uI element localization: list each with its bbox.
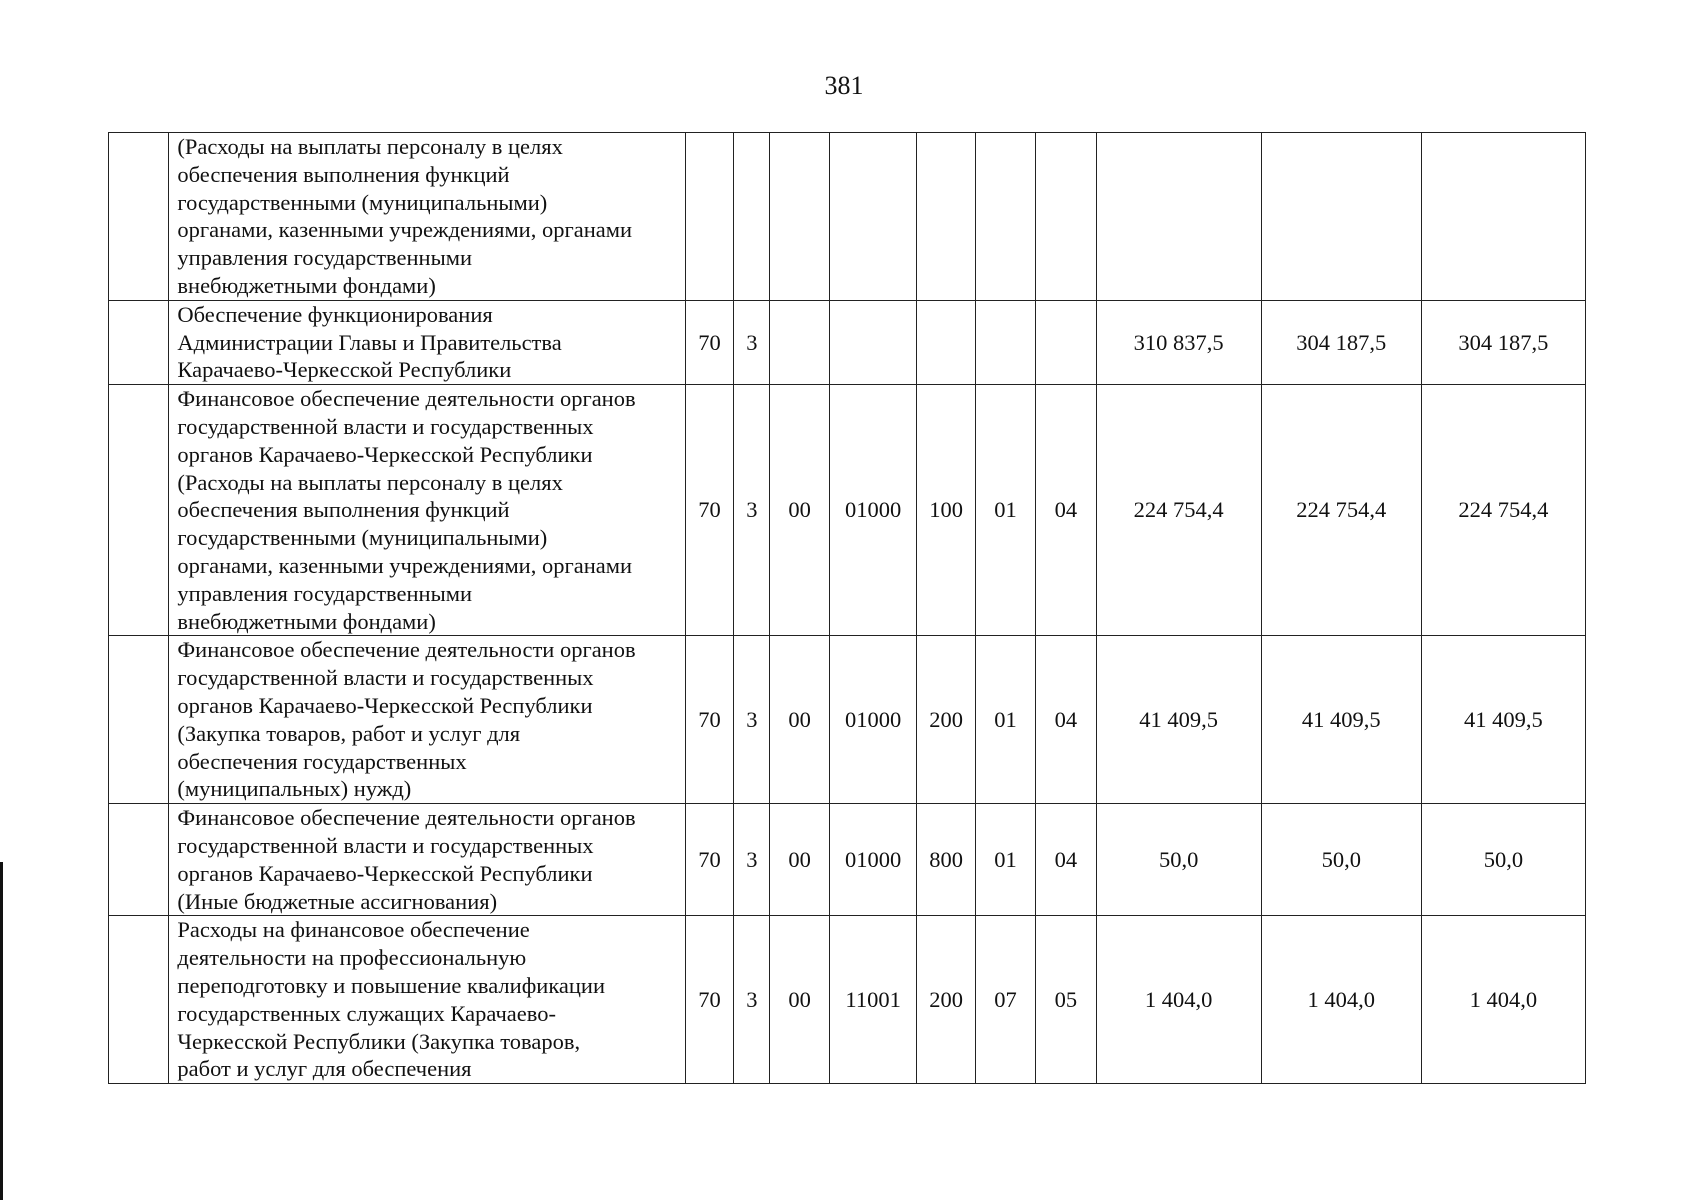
- code-cell: 70: [685, 636, 733, 804]
- amount-cell: 50,0: [1261, 804, 1421, 916]
- code-cell: 00: [770, 804, 829, 916]
- code-cell: [1036, 300, 1096, 384]
- amount-cell: [1261, 133, 1421, 301]
- code-cell: [770, 133, 829, 301]
- row-number-cell: [109, 385, 169, 636]
- code-cell: 70: [685, 385, 733, 636]
- code-cell: 01000: [829, 385, 917, 636]
- code-cell: [975, 300, 1035, 384]
- budget-table: [108, 132, 1586, 1084]
- code-cell: [917, 300, 975, 384]
- amount-cell: 1 404,0: [1421, 916, 1585, 1084]
- code-cell: 01000: [829, 636, 917, 804]
- row-number-cell: [109, 636, 169, 804]
- code-cell: 04: [1036, 804, 1096, 916]
- amount-cell: 224 754,4: [1261, 385, 1421, 636]
- amount-cell: 1 404,0: [1261, 916, 1421, 1084]
- amount-cell: 50,0: [1096, 804, 1261, 916]
- code-cell: [1036, 133, 1096, 301]
- code-cell: 3: [734, 804, 770, 916]
- table-row: [109, 636, 1586, 804]
- code-cell: 200: [917, 636, 975, 804]
- amount-cell: 1 404,0: [1096, 916, 1261, 1084]
- code-cell: 3: [734, 636, 770, 804]
- amount-cell: 224 754,4: [1096, 385, 1261, 636]
- amount-cell: 41 409,5: [1421, 636, 1585, 804]
- code-cell: 100: [917, 385, 975, 636]
- amount-cell: 50,0: [1421, 804, 1585, 916]
- scan-edge-line: [0, 862, 3, 1200]
- description-cell: Финансовое обеспечение деятельности органов государственной власти и государственных органов Карачаево-Черкесской Республики (Иные бюджетные ассигнования): [169, 804, 685, 916]
- code-cell: 01: [975, 636, 1035, 804]
- description-cell: Финансовое обеспечение деятельности органов государственной власти и государственных органов Карачаево-Черкесской Республики (Закупка товаров, работ и услуг для обеспечения государственных (муниципальных) нужд): [169, 636, 685, 804]
- description-cell: Финансовое обеспечение деятельности органов государственной власти и государственных органов Карачаево-Черкесской Республики (Расходы на выплаты персоналу в целях обеспечения выполнения функций государственными (муниципальными) органами, казенными учреждениями, органами управления государственными внебюджетными фондами): [169, 385, 685, 636]
- amount-cell: 310 837,5: [1096, 300, 1261, 384]
- amount-cell: 224 754,4: [1421, 385, 1585, 636]
- row-number-cell: [109, 916, 169, 1084]
- code-cell: 01: [975, 804, 1035, 916]
- code-cell: [685, 133, 733, 301]
- code-cell: 70: [685, 916, 733, 1084]
- table-row: [109, 916, 1586, 1084]
- code-cell: [829, 300, 917, 384]
- code-cell: 01: [975, 385, 1035, 636]
- code-cell: 3: [734, 916, 770, 1084]
- page-number: 381: [824, 71, 864, 100]
- code-cell: 800: [917, 804, 975, 916]
- amount-cell: 41 409,5: [1261, 636, 1421, 804]
- code-cell: 04: [1036, 385, 1096, 636]
- table-row: [109, 804, 1586, 916]
- code-cell: 00: [770, 636, 829, 804]
- code-cell: 07: [975, 916, 1035, 1084]
- row-number-cell: [109, 133, 169, 301]
- description-cell: Расходы на финансовое обеспечение деятельности на профессиональную переподготовку и повышение квалификации государственных служащих Карачаево- Черкесской Республики (Закупка товаров, работ и услуг для обеспечения: [169, 916, 685, 1084]
- code-cell: [917, 133, 975, 301]
- amount-cell: [1421, 133, 1585, 301]
- code-cell: 00: [770, 916, 829, 1084]
- table-row: [109, 385, 1586, 636]
- amount-cell: 304 187,5: [1421, 300, 1585, 384]
- amount-cell: 304 187,5: [1261, 300, 1421, 384]
- code-cell: 3: [734, 385, 770, 636]
- code-cell: 04: [1036, 636, 1096, 804]
- code-cell: 200: [917, 916, 975, 1084]
- amount-cell: [1096, 133, 1261, 301]
- code-cell: [734, 133, 770, 301]
- code-cell: 00: [770, 385, 829, 636]
- code-cell: 01000: [829, 804, 917, 916]
- description-cell: (Расходы на выплаты персоналу в целях обеспечения выполнения функций государственными (муниципальными) органами, казенными учреждениями, органами управления государственными внебюджетными фондами): [169, 133, 685, 301]
- amount-cell: 41 409,5: [1096, 636, 1261, 804]
- code-cell: [770, 300, 829, 384]
- code-cell: 05: [1036, 916, 1096, 1084]
- code-cell: 11001: [829, 916, 917, 1084]
- table-row: [109, 300, 1586, 384]
- code-cell: [829, 133, 917, 301]
- code-cell: 70: [685, 804, 733, 916]
- description-cell: Обеспечение функционирования Администрации Главы и Правительства Карачаево-Черкесской Республики: [169, 300, 685, 384]
- table-row: [109, 133, 1586, 301]
- row-number-cell: [109, 300, 169, 384]
- code-cell: [975, 133, 1035, 301]
- row-number-cell: [109, 804, 169, 916]
- code-cell: 70: [685, 300, 733, 384]
- code-cell: 3: [734, 300, 770, 384]
